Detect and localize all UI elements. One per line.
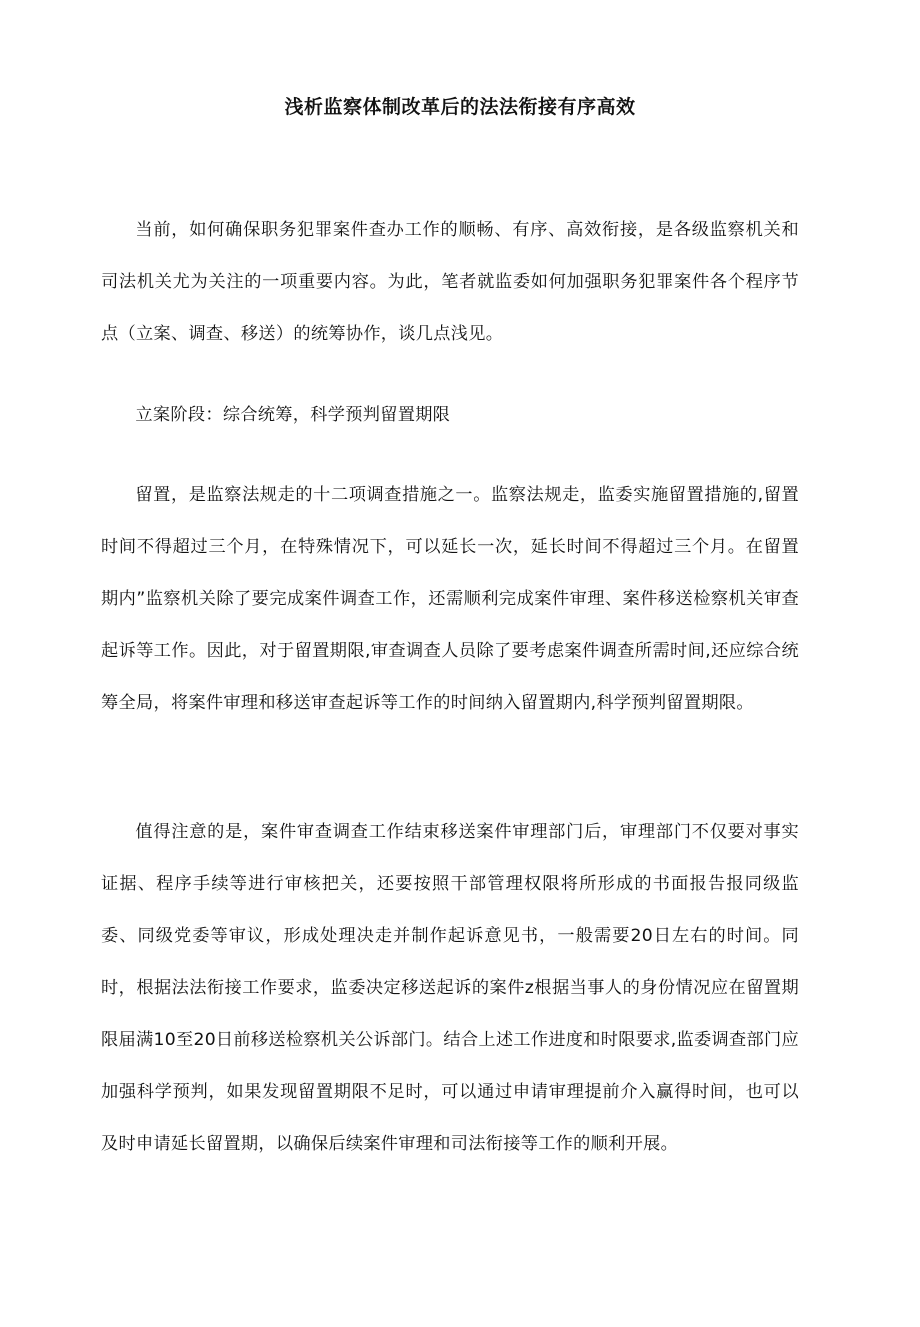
paragraph-note: 值得注意的是，案件审查调查工作结束移送案件审理部门后，审理部门不仅要对事实证据、程序手续等进行审核把关，还要按照干部管理权限将所形成的书面报告报同级监委、同级党委等审议，形成处理决走并制作起诉意见书，一般需要20日左右的时间。同时，根据法法衔接工作要求，监委决定移送起诉的案件z根据当事人的身份情况应在留置期限届满10至20日前移送检察机关公诉部门。结合上述工作进度和时限要求,监委调查部门应加强科学预判，如果发现留置期限不足时，可以通过申请审理提前介入赢得时间，也可以及时申请延长留置期，以确保后续案件审理和司法衔接等工作的顺利开展。 (101, 822, 799, 1154)
section-heading-filing-stage: 立案阶段：综合统筹，科学预判留置期限 (135, 405, 451, 425)
document-title: 浅析监察体制改革后的法法衔接有序高效 (284, 96, 636, 118)
paragraph-intro: 当前，如何确保职务犯罪案件查办工作的顺畅、有序、高效衔接，是各级监察机关和司法机关尤为关注的一项重要内容。为此，笔者就监委如何加强职务犯罪案件各个程序节点（立案、调查、移送）的统筹协作，谈几点浅见。 (101, 220, 799, 344)
paragraph-detention: 留置，是监察法规走的十二项调查措施之一。监察法规走，监委实施留置措施的,留置时间不得超过三个月，在特殊情况下，可以延长一次，延长时间不得超过三个月。在留置期内”监察机关除了要完成案件调查工作，还需顺利完成案件审理、案件移送检察机关审查起诉等工作。因此，对于留置期限,审查调查人员除了要考虑案件调查所需时间,还应综合统筹全局，将案件审理和移送审查起诉等工作的时间纳入留置期内,科学预判留置期限。 (101, 485, 799, 713)
